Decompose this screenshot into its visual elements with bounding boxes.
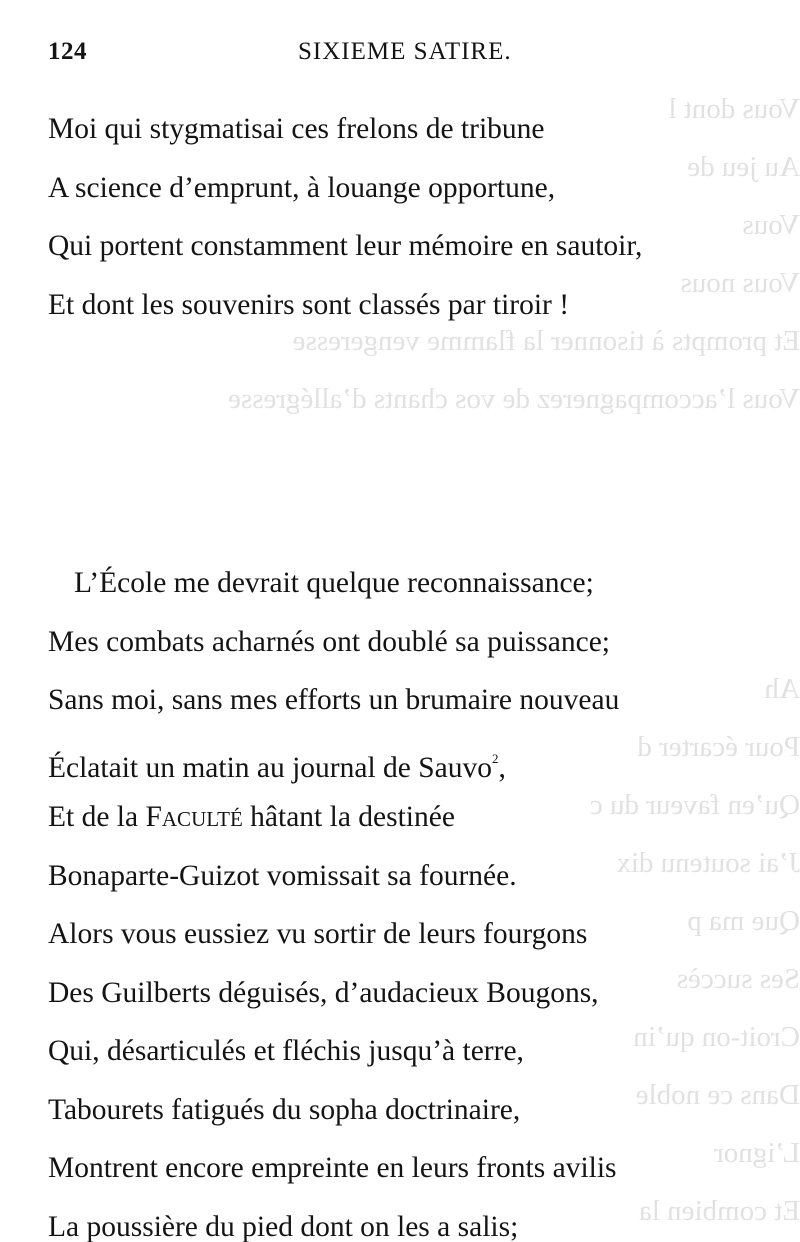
bleed-line: Croit-on qu’in [633, 1021, 800, 1053]
bleed-line: Vous nous [680, 267, 800, 299]
bleed-line: Ses succès [676, 963, 800, 995]
footnote-ref: 2 [492, 750, 499, 766]
verse-line: Qui, désarticulés et fléchis jusqu’à terre, [48, 1035, 524, 1067]
verse-line: Mes combats acharnés ont doublé sa puissance; [48, 625, 610, 658]
running-title: SIXIEME SATIRE. [298, 38, 512, 65]
bleed-line: Dans ce noble [635, 1079, 800, 1111]
bleed-line: Que ma p [687, 905, 800, 937]
bleed-line: Ah [764, 673, 800, 705]
verse-text: hâtant la destinée [250, 801, 455, 833]
bleed-line: Vous l’accompagnerez de vos chants d’allégresse [228, 383, 800, 415]
verse-line: Sans moi, sans mes efforts un brumaire nouveau [48, 684, 620, 716]
verse-line: Bonaparte-Guizot vomissait sa fournée. [48, 859, 517, 892]
verse-line: Qui portent constamment leur mémoire en sautoir, [48, 230, 643, 262]
bleed-line: Qu’en faveur du c [589, 789, 800, 821]
verse-text: Et de la [48, 801, 139, 833]
bleed-line: L’ignor [714, 1137, 800, 1169]
bleed-line: Vous [742, 209, 800, 241]
verse-line: L’École me devrait quelque reconnaissance; [74, 567, 594, 599]
verse-line: Montrent encore empreinte en leurs fronts avilis [48, 1152, 617, 1184]
verse-text: Éclatait un matin au journal de Sauvo [48, 751, 493, 784]
verse-line: Des Guilberts déguisés, d’audacieux Bougons, [48, 976, 599, 1009]
page-number: 124 [48, 38, 87, 65]
stanza-1 [48, 100, 768, 334]
bleed-line: Pour écarter d [637, 731, 800, 763]
bleed-line: J’ai soutenu dix [616, 847, 800, 879]
verse-line: Alors vous eussiez vu sortir de leurs fourgons [48, 918, 588, 950]
verse-line: Tabourets fatigués du sopha doctrinaire, [48, 1093, 521, 1126]
faculte-smallcaps: Faculté [145, 801, 243, 833]
verse-line: Moi qui stygmatisai ces frelons de tribune [48, 113, 545, 145]
verse-punctuation: , [498, 751, 506, 784]
verse-line: A science d’emprunt, à louange opportune, [48, 171, 556, 204]
bleed-line: Au jeu de [687, 151, 800, 183]
bleed-line: Vous dont l [668, 93, 800, 125]
bleed-line [120, 486, 800, 544]
verse-line [48, 788, 768, 847]
bleed-line: Et prompts à tisonner la flamme vengeresse [292, 325, 800, 357]
verse-line: La poussière du pied dont on les a salis; [48, 1210, 519, 1242]
bleed-line: Et combien la [638, 1195, 800, 1227]
verse-line: Et dont les souvenirs sont classés par tiroir ! [48, 288, 570, 321]
stanza-2 [48, 554, 768, 1242]
page-header [48, 38, 748, 78]
bleed-line [120, 428, 800, 486]
verse-line [48, 730, 768, 789]
